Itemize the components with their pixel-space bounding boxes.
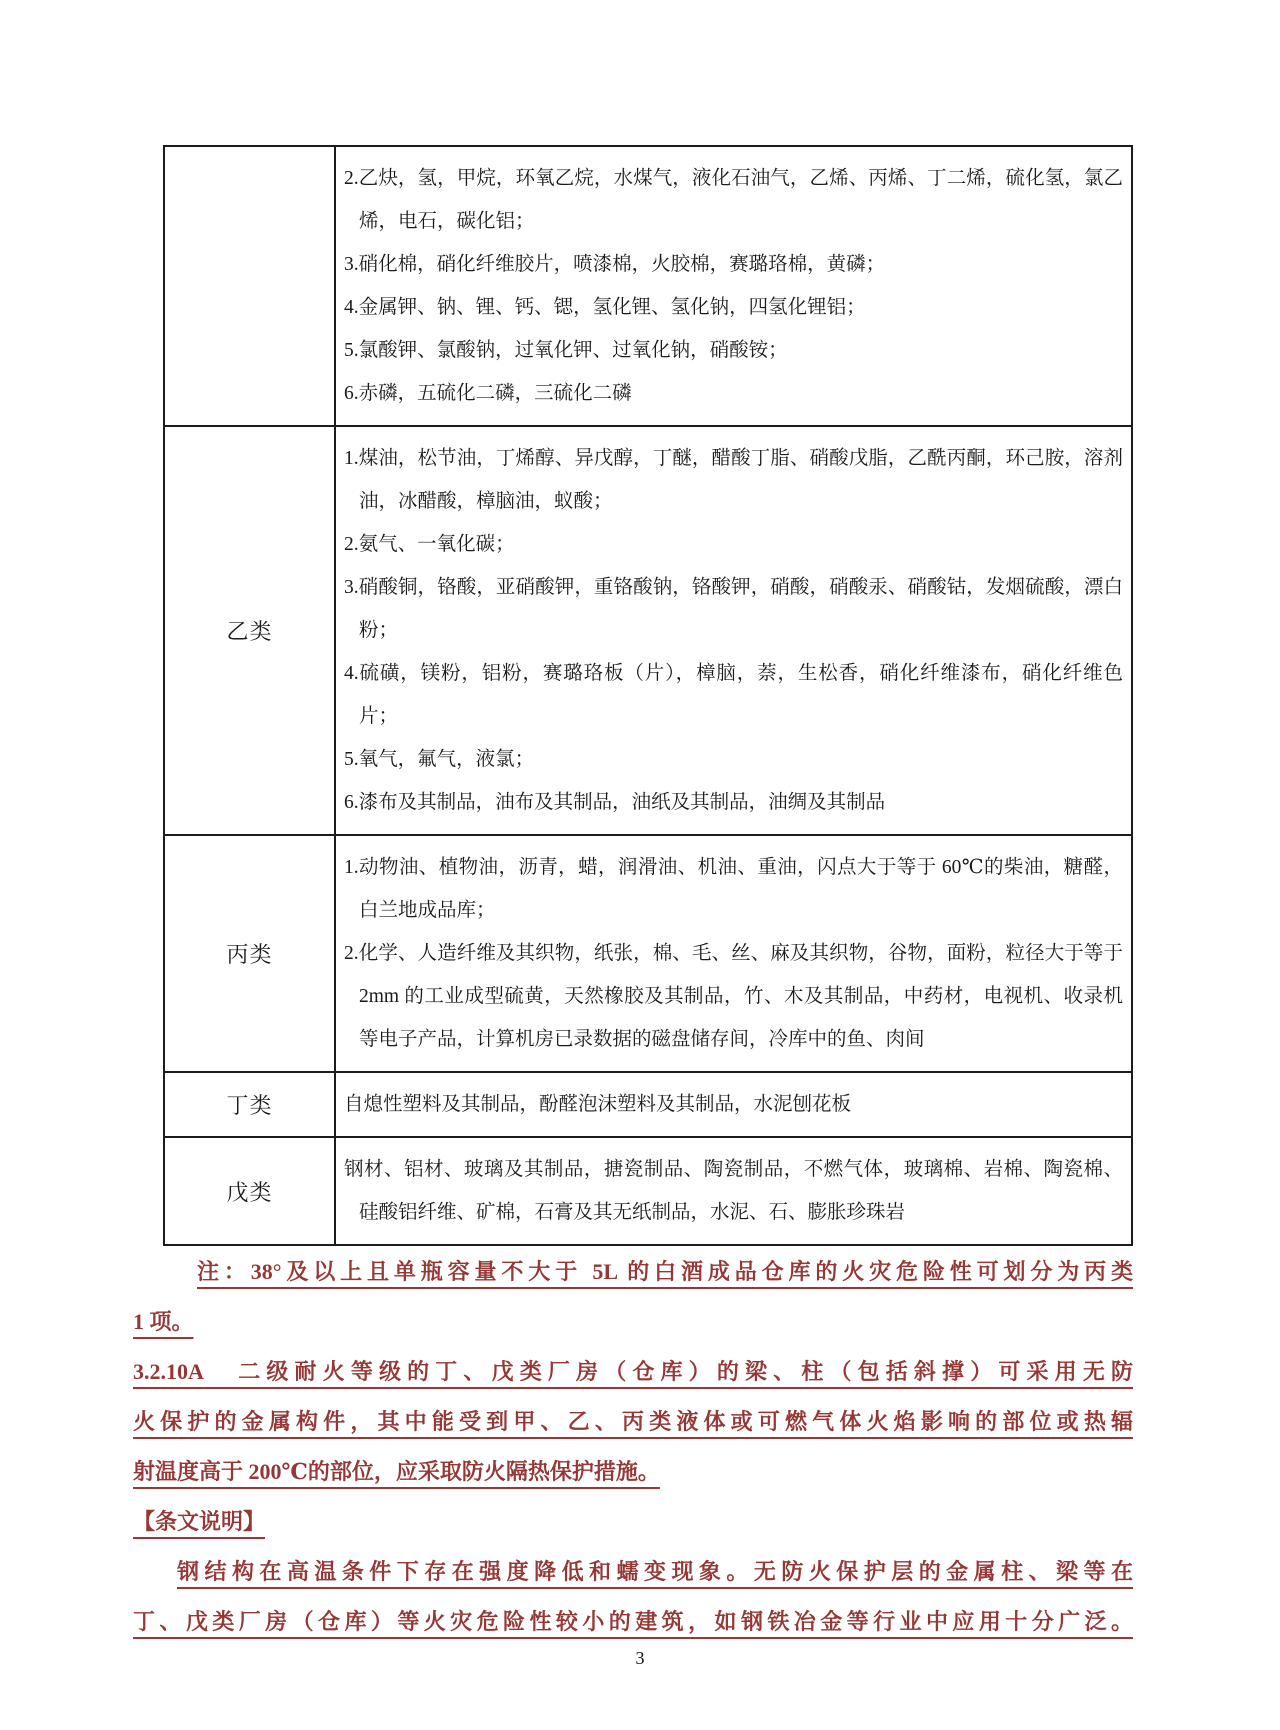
item-text: 3.硝酸铜，铬酸，亚硝酸钾，重铬酸钠，铬酸钾，硝酸，硝酸汞、硝酸钴，发烟硫酸，漂白粉；	[344, 577, 1123, 641]
item-text: 4.硫磺，镁粉，铝粉，赛璐珞板（片），樟脑，萘，生松香，硝化纤维漆布，硝化纤维色片；	[344, 663, 1123, 727]
item-text: 4.金属钾、钠、锂、钙、锶，氢化锂、氢化钠，四氢化锂铝；	[344, 297, 866, 318]
category-items-cell	[335, 835, 1132, 1072]
item-text: 5.氯酸钾、氯酸钠，过氧化钾、过氧化钠，硝酸铵；	[344, 340, 788, 361]
item-text: 2.化学、人造纤维及其织物，纸张，棉、毛、丝、麻及其织物，谷物，面粉，粒径大于等于 2mm 的工业成型硫黄，天然橡胶及其制品，竹、木及其制品，中药材，电视机、收录机等电子产品，计算机房已录数据的磁盘储存间，冷库中的鱼、肉间	[344, 943, 1123, 1050]
note-line: 火保护的金属构件，其中能受到甲、乙、丙类液体或可燃气体火焰影响的部位或热辐	[133, 1409, 1133, 1434]
notes	[133, 1247, 1133, 1647]
note-line: 丁、戊类厂房（仓库）等火灾危险性较小的建筑，如钢铁冶金等行业中应用十分广泛。	[133, 1609, 1133, 1634]
note-line: 注：38°及以上且单瓶容量不大于 5L 的白酒成品仓库的火灾危险性可划分为丙类	[197, 1259, 1133, 1284]
item-text: 钢材、铝材、玻璃及其制品，搪瓷制品、陶瓷制品，不燃气体，玻璃棉、岩棉、陶瓷棉、硅酸铝纤维、矿棉，石膏及其无纸制品，水泥、石、膨胀珍珠岩	[344, 1159, 1123, 1223]
category-label: 乙类	[164, 426, 335, 835]
note-line: 钢结构在高温条件下存在强度降低和蠕变现象。无防火保护层的金属柱、梁等在	[177, 1559, 1133, 1584]
table-row	[164, 146, 1132, 426]
page-number: 3	[635, 1648, 645, 1668]
item-text: 1.动物油、植物油，沥青，蜡，润滑油、机油、重油，闪点大于等于 60℃的柴油，糖醛，白兰地成品库；	[344, 857, 1123, 921]
note-line: 1 项。	[133, 1309, 194, 1334]
category-items-cell	[335, 1137, 1132, 1245]
table-row	[164, 426, 1132, 835]
note-line	[133, 1497, 1133, 1547]
item-text: 3.硝化棉，硝化纤维胶片，喷漆棉，火胶棉，赛璐珞棉，黄磷；	[344, 254, 886, 275]
note-clause-number: 【条文说明】	[133, 1509, 266, 1534]
item-text: 1.煤油，松节油，丁烯醇、异戊醇，丁醚，醋酸丁脂、硝酸戊脂，乙酰丙酮，环己胺，溶剂油，冰醋酸，樟脑油，蚁酸；	[344, 448, 1123, 512]
item-text: 自熄性塑料及其制品，酚醛泡沫塑料及其制品，水泥刨花板	[344, 1094, 852, 1115]
item-text: 5.氧气，氟气，液氯；	[344, 749, 535, 770]
category-label: 戊类	[164, 1137, 335, 1245]
item-text: 2.乙炔，氢，甲烷，环氧乙烷，水煤气，液化石油气，乙烯、丙烯、丁二烯，硫化氢，氯乙烯，电石，碳化铝；	[344, 168, 1123, 232]
category-items-cell	[335, 1072, 1132, 1137]
category-label: 丙类	[164, 835, 335, 1072]
fire-hazard-classification-table	[163, 145, 1133, 1246]
item-text: 6.漆布及其制品，油布及其制品，油纸及其制品，油绸及其制品	[344, 792, 886, 813]
category-label	[164, 146, 335, 426]
item-text: 2.氨气、一氧化碳；	[344, 534, 515, 555]
category-items-cell	[335, 426, 1132, 835]
hazard-table-body	[164, 146, 1132, 1245]
note-line: 射温度高于 200℃的部位，应采取防火隔热保护措施。	[133, 1459, 660, 1484]
note-clause-number: 3.2.10A	[133, 1359, 204, 1384]
table-row	[164, 835, 1132, 1072]
table-row	[164, 1072, 1132, 1137]
note-line: 3.2.10A 二级耐火等级的丁、戊类厂房（仓库）的梁、柱（包括斜撑）可采用无防	[133, 1359, 1133, 1384]
category-items-cell	[335, 146, 1132, 426]
table-row	[164, 1137, 1132, 1245]
category-label: 丁类	[164, 1072, 335, 1137]
item-text: 6.赤磷，五硫化二磷，三硫化二磷	[344, 383, 632, 404]
